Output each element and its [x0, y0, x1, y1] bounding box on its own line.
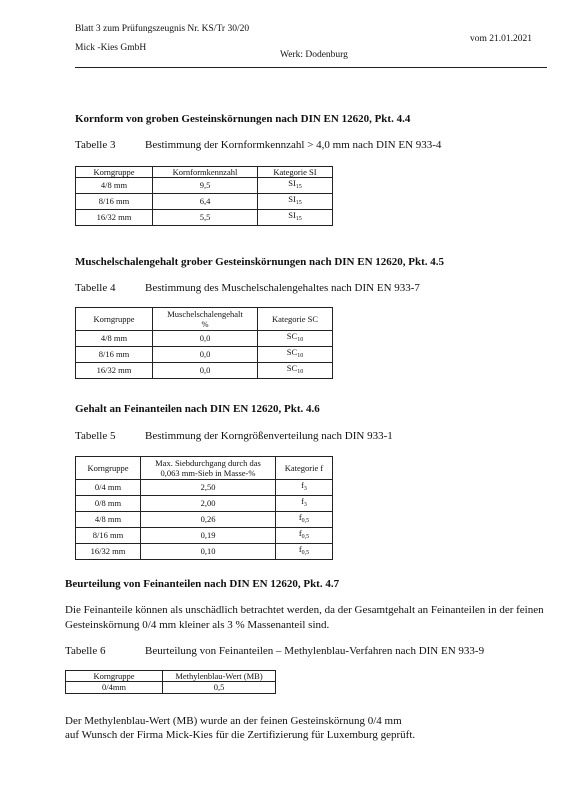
section-heading-beurteilung: Beurteilung von Feinanteilen nach DIN EN 12620, Pkt. 4.7 — [65, 578, 340, 590]
cell-value: 0,0 — [153, 347, 258, 363]
column-header: Kategorie f — [276, 457, 333, 480]
cell-value: 6,4 — [153, 194, 258, 210]
assessment-paragraph: Die Feinanteile können als unschädlich betrachtet werden, da der Gesamtgehalt an Feinanteilen in der feinen Gesteinskörnung 0/4 mm kleiner als 3 % Massenanteil sind. — [65, 604, 544, 631]
table-caption: Beurteilung von Feinanteilen – Methylenblau-Verfahren nach DIN EN 933-9 — [145, 645, 485, 657]
header-divider — [75, 67, 547, 68]
cell-value: 0,26 — [141, 512, 276, 528]
column-header: Kategorie SC — [258, 308, 333, 331]
column-header: Korngruppe — [76, 167, 153, 178]
cell-value: 0,19 — [141, 528, 276, 544]
cell-category: $f_{0,5}$ — [276, 512, 333, 528]
cell-category: $f_{0,5}$ — [276, 544, 333, 560]
table-caption: Bestimmung des Muschelschalengehaltes nach DIN EN 933-7 — [145, 282, 420, 294]
cell-value: 0,10 — [141, 544, 276, 560]
certificate-sheet-label: Blatt 3 zum Prüfungszeugnis Nr. KS/Tr 30/20 — [75, 24, 250, 34]
column-header: Muschelschalengehalt % — [153, 308, 258, 331]
table-header-row — [76, 167, 333, 178]
section-heading-kornform: Kornform von groben Gesteinskörnungen nach DIN EN 12620, Pkt. 4.4 — [75, 113, 411, 125]
table-kornform — [75, 166, 333, 226]
cell-category: $SC_{10}$ — [258, 347, 333, 363]
cell-korngruppe: 16/32 mm — [76, 210, 153, 226]
cell-korngruppe: 8/16 mm — [76, 347, 153, 363]
column-header: Max. Siebdurchgang durch das 0,063 mm-Sieb in Masse-% — [141, 457, 276, 480]
column-header: Methylenblau-Wert (MB) — [163, 671, 276, 682]
cell-korngruppe: 4/8 mm — [76, 512, 141, 528]
table-row — [76, 194, 333, 210]
cell-value: 9,5 — [153, 178, 258, 194]
cell-value: 2,00 — [141, 496, 276, 512]
cell-korngruppe: 16/32 mm — [76, 363, 153, 379]
table-header-row — [66, 671, 276, 682]
table-row — [66, 682, 276, 694]
certificate-date: vom 21.01.2021 — [470, 34, 533, 44]
column-header: Kategorie SI — [258, 167, 333, 178]
cell-korngruppe: 8/16 mm — [76, 528, 141, 544]
table-row — [76, 178, 333, 194]
table-row — [76, 331, 333, 347]
column-header: Korngruppe — [66, 671, 163, 682]
table-row — [76, 512, 333, 528]
cell-korngruppe: 0/4mm — [66, 682, 163, 694]
table-label: Tabelle 3 — [75, 139, 116, 151]
table-methylenblau — [65, 670, 276, 694]
table-row — [76, 544, 333, 560]
table-header-row — [76, 308, 333, 331]
table-muschelschalen — [75, 307, 333, 379]
cell-korngruppe: 0/8 mm — [76, 496, 141, 512]
cell-value: 0,0 — [153, 331, 258, 347]
table-row — [76, 210, 333, 226]
table-row — [76, 496, 333, 512]
closing-note-line-2: auf Wunsch der Firma Mick-Kies für die Zertifizierung für Luxemburg geprüft. — [65, 729, 416, 741]
section-heading-muschelschalen: Muschelschalengehalt grober Gesteinskörnungen nach DIN EN 12620, Pkt. 4.5 — [75, 256, 445, 268]
table-label: Tabelle 5 — [75, 430, 116, 442]
cell-value: 2,50 — [141, 480, 276, 496]
table-caption: Bestimmung der Korngrößenverteilung nach DIN 933-1 — [145, 430, 393, 442]
cell-category: $SI_{15}$ — [258, 194, 333, 210]
cell-value: 5,5 — [153, 210, 258, 226]
section-heading-feinanteil: Gehalt an Feinanteilen nach DIN EN 12620, Pkt. 4.6 — [75, 403, 320, 415]
table-row — [76, 528, 333, 544]
cell-korngruppe: 4/8 mm — [76, 178, 153, 194]
table-feinanteil — [75, 456, 333, 560]
cell-value: 0,0 — [153, 363, 258, 379]
cell-category: $f_3$ — [276, 496, 333, 512]
plant-name: Werk: Dodenburg — [280, 50, 348, 60]
cell-korngruppe: 8/16 mm — [76, 194, 153, 210]
table-label: Tabelle 6 — [65, 645, 106, 657]
cell-korngruppe: 0/4 mm — [76, 480, 141, 496]
company-name: Mick -Kies GmbH — [75, 43, 147, 53]
table-row — [76, 480, 333, 496]
cell-category: $SI_{15}$ — [258, 210, 333, 226]
cell-korngruppe: 4/8 mm — [76, 331, 153, 347]
cell-category: $SC_{10}$ — [258, 331, 333, 347]
table-label: Tabelle 4 — [75, 282, 116, 294]
column-header: Korngruppe — [76, 308, 153, 331]
cell-korngruppe: 16/32 mm — [76, 544, 141, 560]
cell-category: $f_{0,5}$ — [276, 528, 333, 544]
column-header: Kornformkennzahl — [153, 167, 258, 178]
cell-category: $f_3$ — [276, 480, 333, 496]
table-header-row — [76, 457, 333, 480]
closing-note-line-1: Der Methylenblau-Wert (MB) wurde an der feinen Gesteinskörnung 0/4 mm — [65, 715, 402, 727]
table-caption: Bestimmung der Kornformkennzahl > 4,0 mm nach DIN EN 933-4 — [145, 139, 442, 151]
table-row — [76, 347, 333, 363]
column-header: Korngruppe — [76, 457, 141, 480]
cell-value: 0,5 — [163, 682, 276, 694]
cell-category: $SI_{15}$ — [258, 178, 333, 194]
table-row — [76, 363, 333, 379]
cell-category: $SC_{10}$ — [258, 363, 333, 379]
